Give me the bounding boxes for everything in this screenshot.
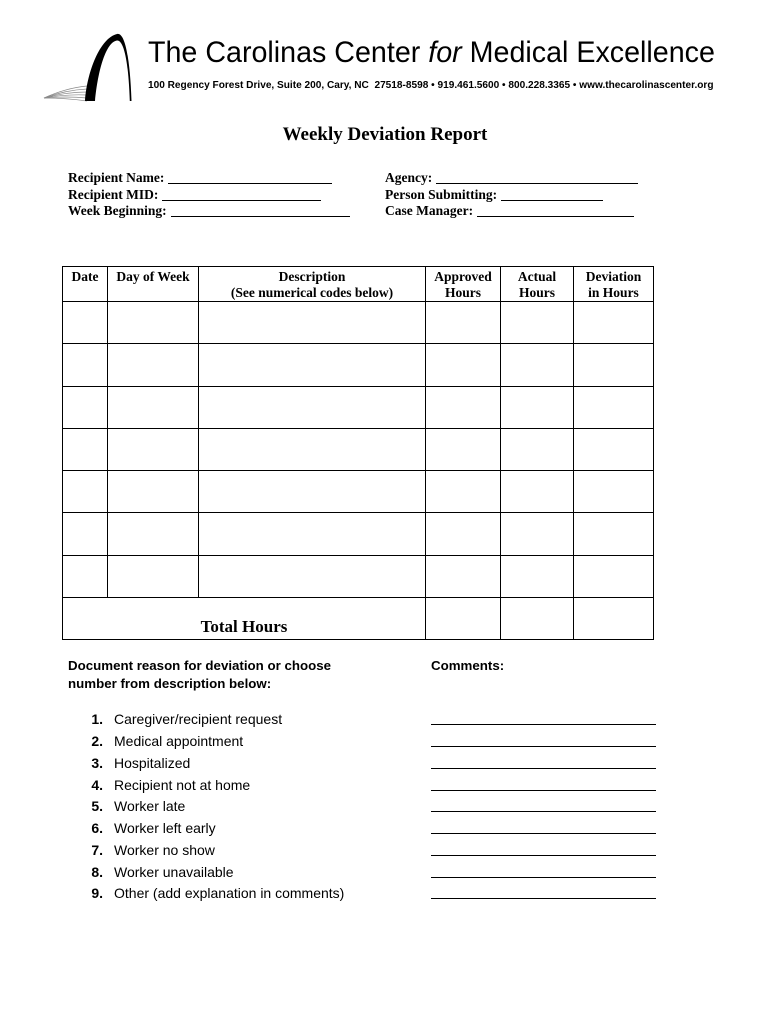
- approved-hours-cell[interactable]: [426, 513, 501, 555]
- reason-code-text: Worker left early: [114, 820, 216, 837]
- description-cell[interactable]: [199, 386, 426, 428]
- description-cell[interactable]: [199, 428, 426, 470]
- description-cell[interactable]: [199, 302, 426, 344]
- deviation-table-body: [63, 267, 654, 640]
- deviation-table: [62, 266, 654, 640]
- approved-hours-cell[interactable]: [426, 386, 501, 428]
- day-of-week-cell[interactable]: [108, 344, 199, 386]
- header-approved-line2: Hours: [444, 285, 481, 300]
- header-actual-hours: [501, 267, 574, 302]
- agency-field: [385, 170, 638, 187]
- header-actual-line2: Hours: [518, 285, 555, 300]
- header-deviation-hours: [574, 267, 654, 302]
- table-row: [63, 386, 654, 428]
- reason-code-item: [80, 731, 344, 753]
- header-deviation-line2: in Hours: [588, 285, 639, 300]
- reason-code-text: Other (add explanation in comments): [114, 885, 345, 902]
- person-submitting-field: [385, 187, 638, 204]
- reason-code-number: 6.: [91, 820, 103, 837]
- reason-code-item: [80, 753, 344, 775]
- org-name-italic: for: [428, 36, 462, 69]
- reason-code-text: Worker unavailable: [114, 863, 234, 880]
- recipient-name-label: Recipient Name:: [68, 170, 165, 185]
- table-header-row: [63, 267, 654, 302]
- day-of-week-cell[interactable]: [108, 471, 199, 513]
- organization-name: [148, 35, 715, 71]
- recipient-mid-label: Recipient MID:: [68, 186, 159, 202]
- deviation-hours-cell[interactable]: [574, 428, 654, 470]
- reason-instructions: [68, 657, 331, 693]
- approved-hours-cell[interactable]: [426, 555, 501, 597]
- deviation-hours-cell[interactable]: [574, 471, 654, 513]
- total-hours-row: [63, 597, 654, 639]
- day-of-week-cell[interactable]: [108, 386, 199, 428]
- comment-line[interactable]: [431, 812, 656, 834]
- reason-code-item: [80, 818, 344, 840]
- person-submitting-label: Person Submitting:: [385, 186, 498, 202]
- header-actual-line1: Actual: [517, 269, 557, 284]
- recipient-name-field: [68, 170, 350, 187]
- week-beginning-label: Week Beginning:: [68, 203, 167, 218]
- date-cell[interactable]: [63, 513, 108, 555]
- reason-code-text: Medical appointment: [114, 733, 244, 750]
- reason-code-number: 2.: [91, 733, 103, 750]
- comment-line[interactable]: [431, 725, 656, 747]
- date-cell[interactable]: [63, 302, 108, 344]
- comments-label: Comments:: [431, 658, 505, 673]
- total-deviation-hours-cell[interactable]: [574, 597, 654, 639]
- week-beginning-input[interactable]: [171, 216, 350, 217]
- day-of-week-cell[interactable]: [108, 555, 199, 597]
- person-submitting-input[interactable]: [501, 200, 603, 201]
- org-name-end: Medical Excellence: [461, 36, 715, 69]
- comment-lines: [431, 704, 656, 900]
- deviation-hours-cell[interactable]: [574, 344, 654, 386]
- reason-code-item: [80, 796, 344, 818]
- actual-hours-cell[interactable]: [501, 471, 574, 513]
- header-description-line2: (See numerical codes below): [230, 285, 394, 300]
- date-cell[interactable]: [63, 428, 108, 470]
- total-actual-hours-cell[interactable]: [501, 597, 574, 639]
- reason-code-number: 7.: [91, 841, 103, 858]
- recipient-name-input[interactable]: [168, 183, 332, 184]
- actual-hours-cell[interactable]: [501, 302, 574, 344]
- case-manager-input[interactable]: [477, 216, 634, 217]
- reason-code-text: Caregiver/recipient request: [114, 711, 283, 728]
- day-of-week-cell[interactable]: [108, 302, 199, 344]
- table-row: [63, 302, 654, 344]
- deviation-hours-cell[interactable]: [574, 555, 654, 597]
- reason-code-number: 4.: [91, 776, 103, 793]
- reason-code-item: [80, 883, 344, 905]
- actual-hours-cell[interactable]: [501, 428, 574, 470]
- reason-code-item: [80, 840, 344, 862]
- reason-code-number: 1.: [91, 711, 103, 728]
- comment-line[interactable]: [431, 704, 656, 726]
- organization-address: 100 Regency Forest Drive, Suite 200, Cary, NC 27518-8598 • 919.461.5600 • 800.228.3365 • www.thecarolinascenter.org: [148, 80, 714, 91]
- table-row: [63, 428, 654, 470]
- logo-swoosh: [44, 86, 87, 101]
- day-of-week-cell[interactable]: [108, 428, 199, 470]
- reason-code-number: 8.: [91, 863, 103, 880]
- actual-hours-cell[interactable]: [501, 513, 574, 555]
- reason-code-item: [80, 709, 344, 731]
- form-title: Weekly Deviation Report: [282, 124, 488, 145]
- reason-code-text: Hospitalized: [114, 754, 191, 771]
- logo-arch: [85, 34, 132, 101]
- description-cell[interactable]: [199, 513, 426, 555]
- approved-hours-cell[interactable]: [426, 344, 501, 386]
- header-approved-hours: [426, 267, 501, 302]
- reason-code-number: 9.: [91, 885, 103, 902]
- deviation-hours-cell[interactable]: [574, 302, 654, 344]
- header-day-of-week-line1: Day of Week: [116, 269, 190, 284]
- day-of-week-cell[interactable]: [108, 513, 199, 555]
- agency-input[interactable]: [436, 183, 638, 184]
- header-approved-line1: Approved: [434, 269, 492, 284]
- agency-label: Agency:: [385, 170, 433, 185]
- comment-line[interactable]: [431, 856, 656, 878]
- comment-line[interactable]: [431, 834, 656, 856]
- header-date: [63, 267, 108, 302]
- date-cell[interactable]: [63, 386, 108, 428]
- deviation-hours-cell[interactable]: [574, 513, 654, 555]
- approved-hours-cell[interactable]: [426, 471, 501, 513]
- header-date-line1: Date: [71, 269, 99, 284]
- reason-code-list: [80, 709, 344, 905]
- description-cell[interactable]: [199, 555, 426, 597]
- header-deviation-line1: Deviation: [585, 269, 642, 284]
- recipient-mid-input[interactable]: [162, 200, 321, 201]
- description-cell[interactable]: [199, 471, 426, 513]
- reason-code-item: [80, 775, 344, 797]
- description-cell[interactable]: [199, 344, 426, 386]
- date-cell[interactable]: [63, 471, 108, 513]
- case-manager-field: [385, 203, 638, 220]
- actual-hours-cell[interactable]: [501, 386, 574, 428]
- arch-logo-icon: [40, 30, 140, 106]
- table-row: [63, 513, 654, 555]
- header-description: [199, 267, 426, 302]
- reason-code-number: 3.: [91, 754, 103, 771]
- date-cell[interactable]: [63, 555, 108, 597]
- reason-instructions-line1: Document reason for deviation or choose: [68, 658, 332, 673]
- org-name-start: The Carolinas Center: [148, 36, 429, 69]
- deviation-hours-cell[interactable]: [574, 386, 654, 428]
- reason-code-text: Worker late: [114, 798, 186, 815]
- case-manager-label: Case Manager:: [385, 203, 474, 218]
- recipient-mid-field: [68, 187, 350, 204]
- table-row: [63, 555, 654, 597]
- total-hours-label: Total Hours: [63, 597, 426, 639]
- reason-code-item: [80, 862, 344, 884]
- table-row: [63, 344, 654, 386]
- comment-line[interactable]: [431, 791, 656, 813]
- reason-instructions-line2: number from description below:: [68, 676, 272, 691]
- approved-hours-cell[interactable]: [426, 428, 501, 470]
- reason-code-text: Worker no show: [114, 841, 215, 858]
- actual-hours-cell[interactable]: [501, 555, 574, 597]
- approved-hours-cell[interactable]: [426, 302, 501, 344]
- header-description-line1: Description: [278, 269, 346, 284]
- week-beginning-field: [68, 203, 350, 220]
- comment-line[interactable]: [431, 747, 656, 769]
- reason-code-text: Recipient not at home: [114, 776, 251, 793]
- recipient-fields: [68, 170, 350, 220]
- header-day-of-week: [108, 267, 199, 302]
- total-approved-hours-cell[interactable]: [426, 597, 501, 639]
- comment-line[interactable]: [431, 769, 656, 791]
- reason-code-number: 5.: [91, 798, 103, 815]
- comment-line[interactable]: [431, 878, 656, 900]
- agency-fields: [385, 170, 638, 220]
- date-cell[interactable]: [63, 344, 108, 386]
- table-row: [63, 471, 654, 513]
- actual-hours-cell[interactable]: [501, 344, 574, 386]
